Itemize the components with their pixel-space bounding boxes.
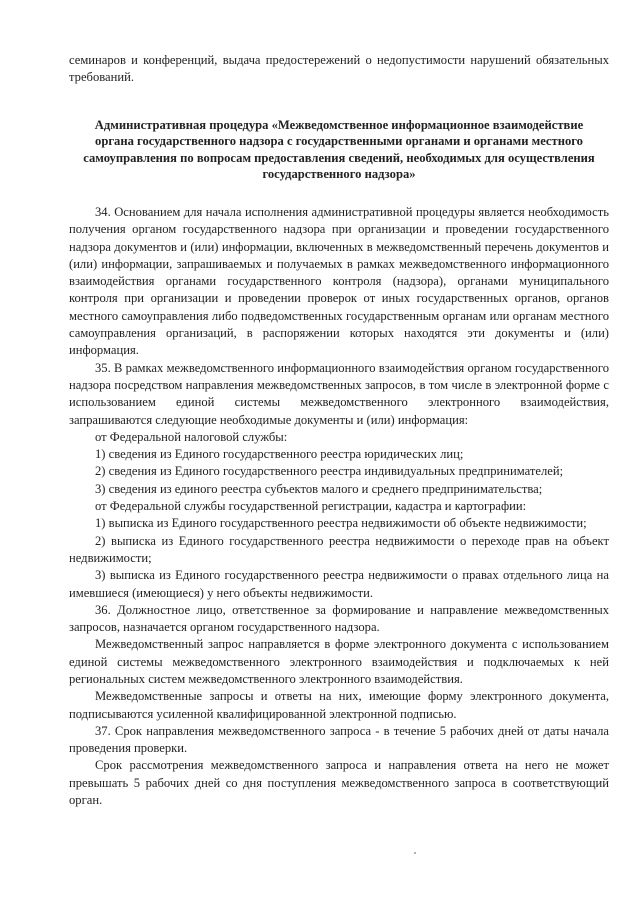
list-item-legal-entities: 1) сведения из Единого государственного реестра юридических лиц;: [95, 447, 464, 462]
list-item-small-business: 3) сведения из единого реестра субъектов малого и среднего предпринимательства;: [95, 481, 543, 496]
paragraph-response-term: Срок рассмотрения межведомственного запроса и направления ответа на него не может превышать 5 рабочих дней со дня поступления межведомственного запроса в соответствующий орган.: [69, 758, 609, 808]
section-heading: Административная процедура «Межведомственное информационное взаимодействие органа государственного надзора с государственными органами и органами местного самоуправления по вопросам предоставления сведений, необходимых для осуществления государственного надзора»: [83, 117, 595, 182]
paragraph-37: 37. Срок направления межведомственного запроса - в течение 5 рабочих дней от даты начала проведения проверки.: [69, 723, 609, 756]
list-item-rights-of-person: 3) выписка из Единого государственного реестра недвижимости о правах отдельного лица на имевшиеся (имеющиеся) у него объекты недвижимости.: [69, 568, 609, 600]
list-item-entrepreneurs: 2) сведения из Единого государственного реестра индивидуальных предпринимателей;: [95, 464, 564, 479]
paragraph-electronic-signature: Межведомственные запросы и ответы на них, имеющие форму электронного документа, подписываются усиленной квалифицированной электронной подписью.: [69, 689, 609, 721]
document-body: [69, 52, 609, 809]
paragraph-electronic-request: Межведомственный запрос направляется в форме электронного документа с использованием единой системы межведомственного электронного взаимодействия и подключаемых к ней региональных систем межведомственного электронного взаимодействия.: [69, 637, 609, 686]
list-item-transfer-of-rights: 2) выписка из Единого государственного реестра недвижимости о переходе прав на объект недвижимости;: [69, 533, 609, 565]
paragraph-35: 35. В рамках межведомственного информационного взаимодействия органом государственного надзора посредством направления межведомственных запросов, в том числе в электронной форме с использованием единой системы межведомственного электронного взаимодействия, запрашиваются следующие необходимые документы и (или) информация:: [69, 360, 609, 427]
scan-speck: [414, 852, 416, 854]
list-item-real-estate-object: 1) выписка из Единого государственного реестра недвижимости об объекте недвижимости;: [95, 516, 587, 531]
paragraph-34: 34. Основанием для начала исполнения административной процедуры является необходимость получения органом государственного надзора при организации и проведении государственного надзора документов и (или) информации, включенных в межведомственный перечень документов и (или) информации, запрашиваемых и получаемых в рамках межведомственного информационного взаимодействия органами государственного контроля (надзора), органами муниципального контроля при организации и проведении проверок от иных государственных органов, органов местного самоуправления либо подведомственных государственным органам или органам местного самоуправления организаций, в распоряжении которых находятся эти документы и (или) информация.: [69, 204, 609, 358]
list-heading-registration-service: от Федеральной службы государственной регистрации, кадастра и картографии:: [95, 499, 527, 514]
paragraph-36: 36. Должностное лицо, ответственное за формирование и направление межведомственных запросов, назначается органом государственного надзора.: [69, 602, 609, 635]
list-heading-tax-service: от Федеральной налоговой службы:: [95, 429, 288, 444]
intro-paragraph: семинаров и конференций, выдача предостережений о недопустимости нарушений обязательных требований.: [69, 53, 609, 85]
